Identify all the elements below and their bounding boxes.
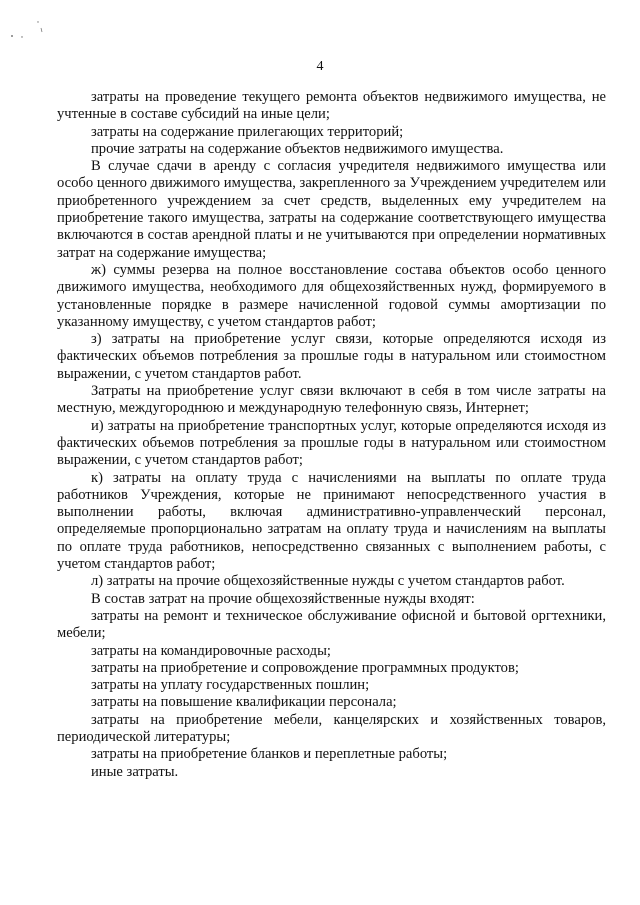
page-number: 4 <box>316 59 324 74</box>
paragraph: затраты на проведение текущего ремонта объектов недвижимого имущества, не учтенные в составе субсидий на иные цели; <box>57 89 606 123</box>
paragraph: затраты на командировочные расходы; <box>91 642 331 659</box>
paragraph: иные затраты. <box>91 763 179 780</box>
paragraph: затраты на приобретение мебели, канцелярских и хозяйственных товаров, периодической литературы; <box>57 711 606 745</box>
paragraph: затраты на повышение квалификации персонала; <box>91 694 397 711</box>
paragraph: прочие затраты на содержание объектов недвижимого имущества. <box>91 140 504 157</box>
paragraph: з) затраты на приобретение услуг связи, которые определяются исходя из фактических объемов потребления за прошлые годы в натуральном или стоимостном выражении, с учетом стандартов работ. <box>57 331 606 382</box>
paragraph: к) затраты на оплату труда с начислениями на выплаты по оплате труда работников Учреждения, которые не принимают непосредственного участия в выполнении работы, включая административно-управленческий персонал, определяемые пропорционально затратам на оплату труда и начислениям на выплаты по оплате труда работников, непосредственно связанных с выполнением работы, с учетом стандартов работ; <box>57 469 606 573</box>
paragraph: затраты на приобретение и сопровождение программных продуктов; <box>91 659 519 676</box>
paragraph: затраты на приобретение бланков и переплетные работы; <box>91 746 448 763</box>
paragraph: ж) суммы резерва на полное восстановление состава объектов особо ценного движимого имущества, необходимого для общехозяйственных нужд, формируемого в установленные порядке в размере начисленной годовой суммы амортизации по указанному имуществу, с учетом стандартов работ; <box>57 261 606 330</box>
paragraph: В случае сдачи в аренду с согласия учредителя недвижимого имущества или особо ценного движимого имущества, закрепленного за Учреждением учредителем или приобретенного учреждением за счет средств, выделенных ему учредителем на приобретение такого имущества, затраты на содержание соответствующего имущества включаются в состав арендной платы и не учитываются при определении нормативных затрат на содержание имущества; <box>57 158 606 261</box>
paragraph: В состав затрат на прочие общехозяйственные нужды входят: <box>91 590 475 607</box>
paragraph: л) затраты на прочие общехозяйственные нужды с учетом стандартов работ. <box>91 573 565 590</box>
paragraph: Затраты на приобретение услуг связи включают в себя в том числе затраты на местную, междугороднюю и международную телефонную связь, Интернет; <box>57 383 606 417</box>
paragraph: затраты на уплату государственных пошлин; <box>91 677 370 694</box>
paragraph: затраты на содержание прилегающих территорий; <box>91 123 404 140</box>
paragraph: и) затраты на приобретение транспортных услуг, которые определяются исходя из фактических объемов потребления за прошлые годы в натуральном или стоимостном выражении, с учетом стандартов работ; <box>57 417 606 469</box>
paragraph: затраты на ремонт и техническое обслуживание офисной и бытовой оргтехники, мебели; <box>57 607 606 642</box>
document-body <box>57 89 606 781</box>
scan-speck-marks <box>8 14 48 44</box>
